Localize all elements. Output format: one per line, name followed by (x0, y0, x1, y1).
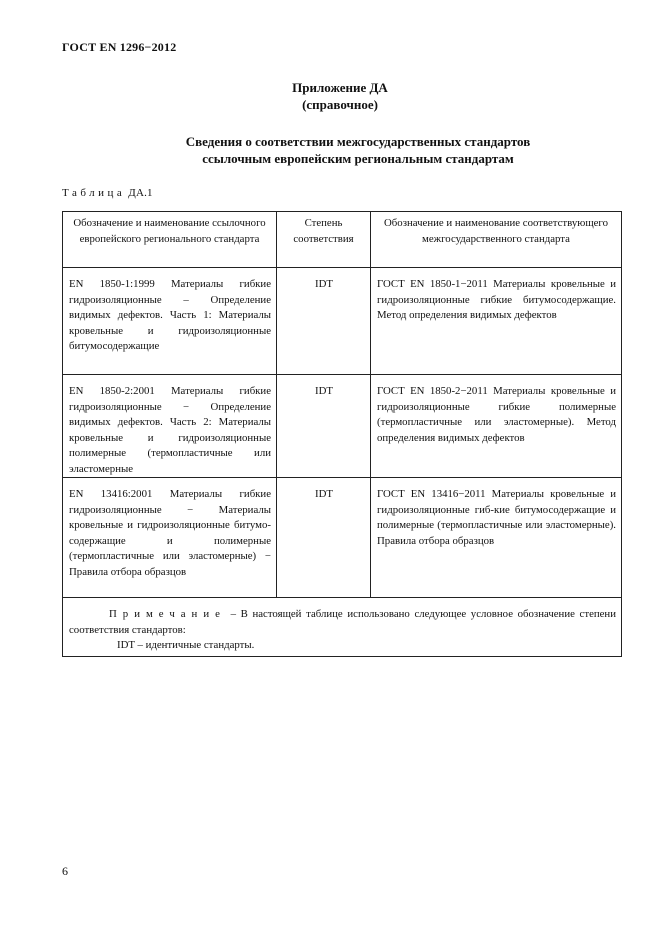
note-item: IDT – идентичные стандарты. (117, 639, 255, 651)
table-caption-label: Таблица (62, 187, 126, 199)
table-row (63, 478, 622, 598)
cell-text: EN 1850-2:2001 Материалы гибкие гидроизоляционные − Определение видимых дефектов. Часть 2: Материалы кровельные и гидроизоляционные полимерные (термопластичные или эластомерные (69, 385, 271, 475)
table-caption-number: ДА.1 (128, 187, 153, 199)
degree-cell: IDT (277, 268, 371, 375)
degree-cell: IDT (277, 478, 371, 598)
table-header-row (63, 212, 622, 268)
cell-text: ГОСТ EN 1850-1−2011 Материалы кровельные и гидроизоляционные гибкие битумосодержащие. Метод определения видимых дефектов (377, 278, 616, 321)
header-interstate-standard: Обозначение и наименование соответствующего межгосударственного стандарта (371, 212, 622, 268)
cell-text: EN 1850-1:1999 Материалы гибкие гидроизоляционные – Определение видимых дефектов. Часть 1: Материалы кровельные и гидроизоляционные битумосодержащие (69, 278, 271, 352)
annex-title-block (0, 79, 661, 113)
interstate-standard-cell (371, 268, 622, 375)
section-heading (0, 133, 661, 167)
header-reference-standard: Обозначение и наименование ссылочного европейского регионального стандарта (63, 212, 277, 268)
interstate-standard-cell (371, 375, 622, 478)
table-caption (62, 187, 153, 199)
degree-cell: IDT (277, 375, 371, 478)
cell-text: EN 13416:2001 Материалы гибкие гидроизоляционные − Материалы кровельные и гидроизоляционные битумо-содержащие и полимерные (термопластичные или эластомерные) − Правила отбора образцов (69, 488, 271, 578)
header-degree: Степень соответствия (277, 212, 371, 268)
cell-text: ГОСТ EN 1850-2−2011 Материалы кровельные и гидроизоляционные гибкие полимерные (термопластичные или эластомерные). Метод определения видимых дефектов (377, 385, 616, 444)
note-label: Примечание (109, 608, 226, 620)
interstate-standard-cell (371, 478, 622, 598)
correspondence-table (62, 211, 622, 657)
cell-text: ГОСТ EN 13416−2011 Материалы кровельные и гидроизоляционные гиб-кие битумосодержащие и полимерные (термопластичные или эластомерные). Правила отбора образцов (377, 488, 616, 547)
reference-standard-cell (63, 375, 277, 478)
document-code: ГОСТ EN 1296−2012 (62, 40, 177, 54)
table-note-row (63, 598, 622, 657)
heading-line-1: Сведения о соответствии межгосударственных стандартов (185, 134, 531, 149)
reference-standard-cell (63, 478, 277, 598)
annex-title: Приложение ДА (292, 80, 388, 95)
table-note (63, 598, 622, 657)
reference-standard-cell (63, 268, 277, 375)
heading-line-2: ссылочным европейским региональным стандартам (202, 151, 514, 166)
table-row (63, 268, 622, 375)
page-number: 6 (62, 864, 68, 878)
note-text: – В настоящей таблице использовано следующее условное обозначение степени соответствия стандартов: (69, 608, 616, 636)
annex-subtitle: (справочное) (302, 97, 378, 112)
table-row (63, 375, 622, 478)
